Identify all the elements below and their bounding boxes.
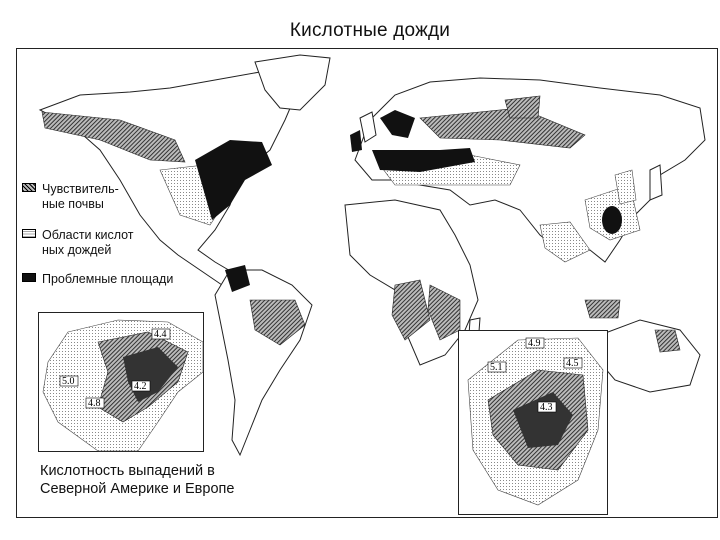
legend-acid-rain-areas-label: Области кислот ных дождей (42, 228, 134, 257)
ph-label: 5.0 (62, 376, 75, 387)
ph-label: 4.9 (528, 338, 541, 349)
sensitive-soils-swatch (22, 183, 36, 192)
legend-problem-areas (22, 272, 202, 288)
ph-label: 4.2 (134, 381, 147, 392)
japan (650, 165, 662, 200)
problem-areas-swatch (22, 273, 36, 282)
legend-problem-areas-label: Проблемные площади (42, 272, 174, 286)
acid-rain-areas-swatch (22, 229, 36, 238)
page-title: Кислотные дожди (289, 20, 451, 41)
inset-north-america (38, 312, 204, 452)
legend-sensitive-soils-label: Чувствитель- ные почвы (42, 182, 119, 211)
inset-caption: Кислотность выпадений в Северной Америке и Европе (40, 463, 235, 497)
inset-europe (458, 330, 608, 515)
ph-label: 4.5 (566, 358, 579, 369)
ph-label: 4.3 (540, 402, 553, 413)
legend-sensitive-soils (22, 182, 162, 214)
ph-label: 4.4 (154, 329, 167, 340)
australia (598, 320, 700, 392)
legend-acid-rain-areas (22, 228, 182, 260)
south-america (215, 270, 312, 455)
ph-label: 5.1 (490, 362, 503, 373)
ph-label: 4.8 (88, 398, 101, 409)
